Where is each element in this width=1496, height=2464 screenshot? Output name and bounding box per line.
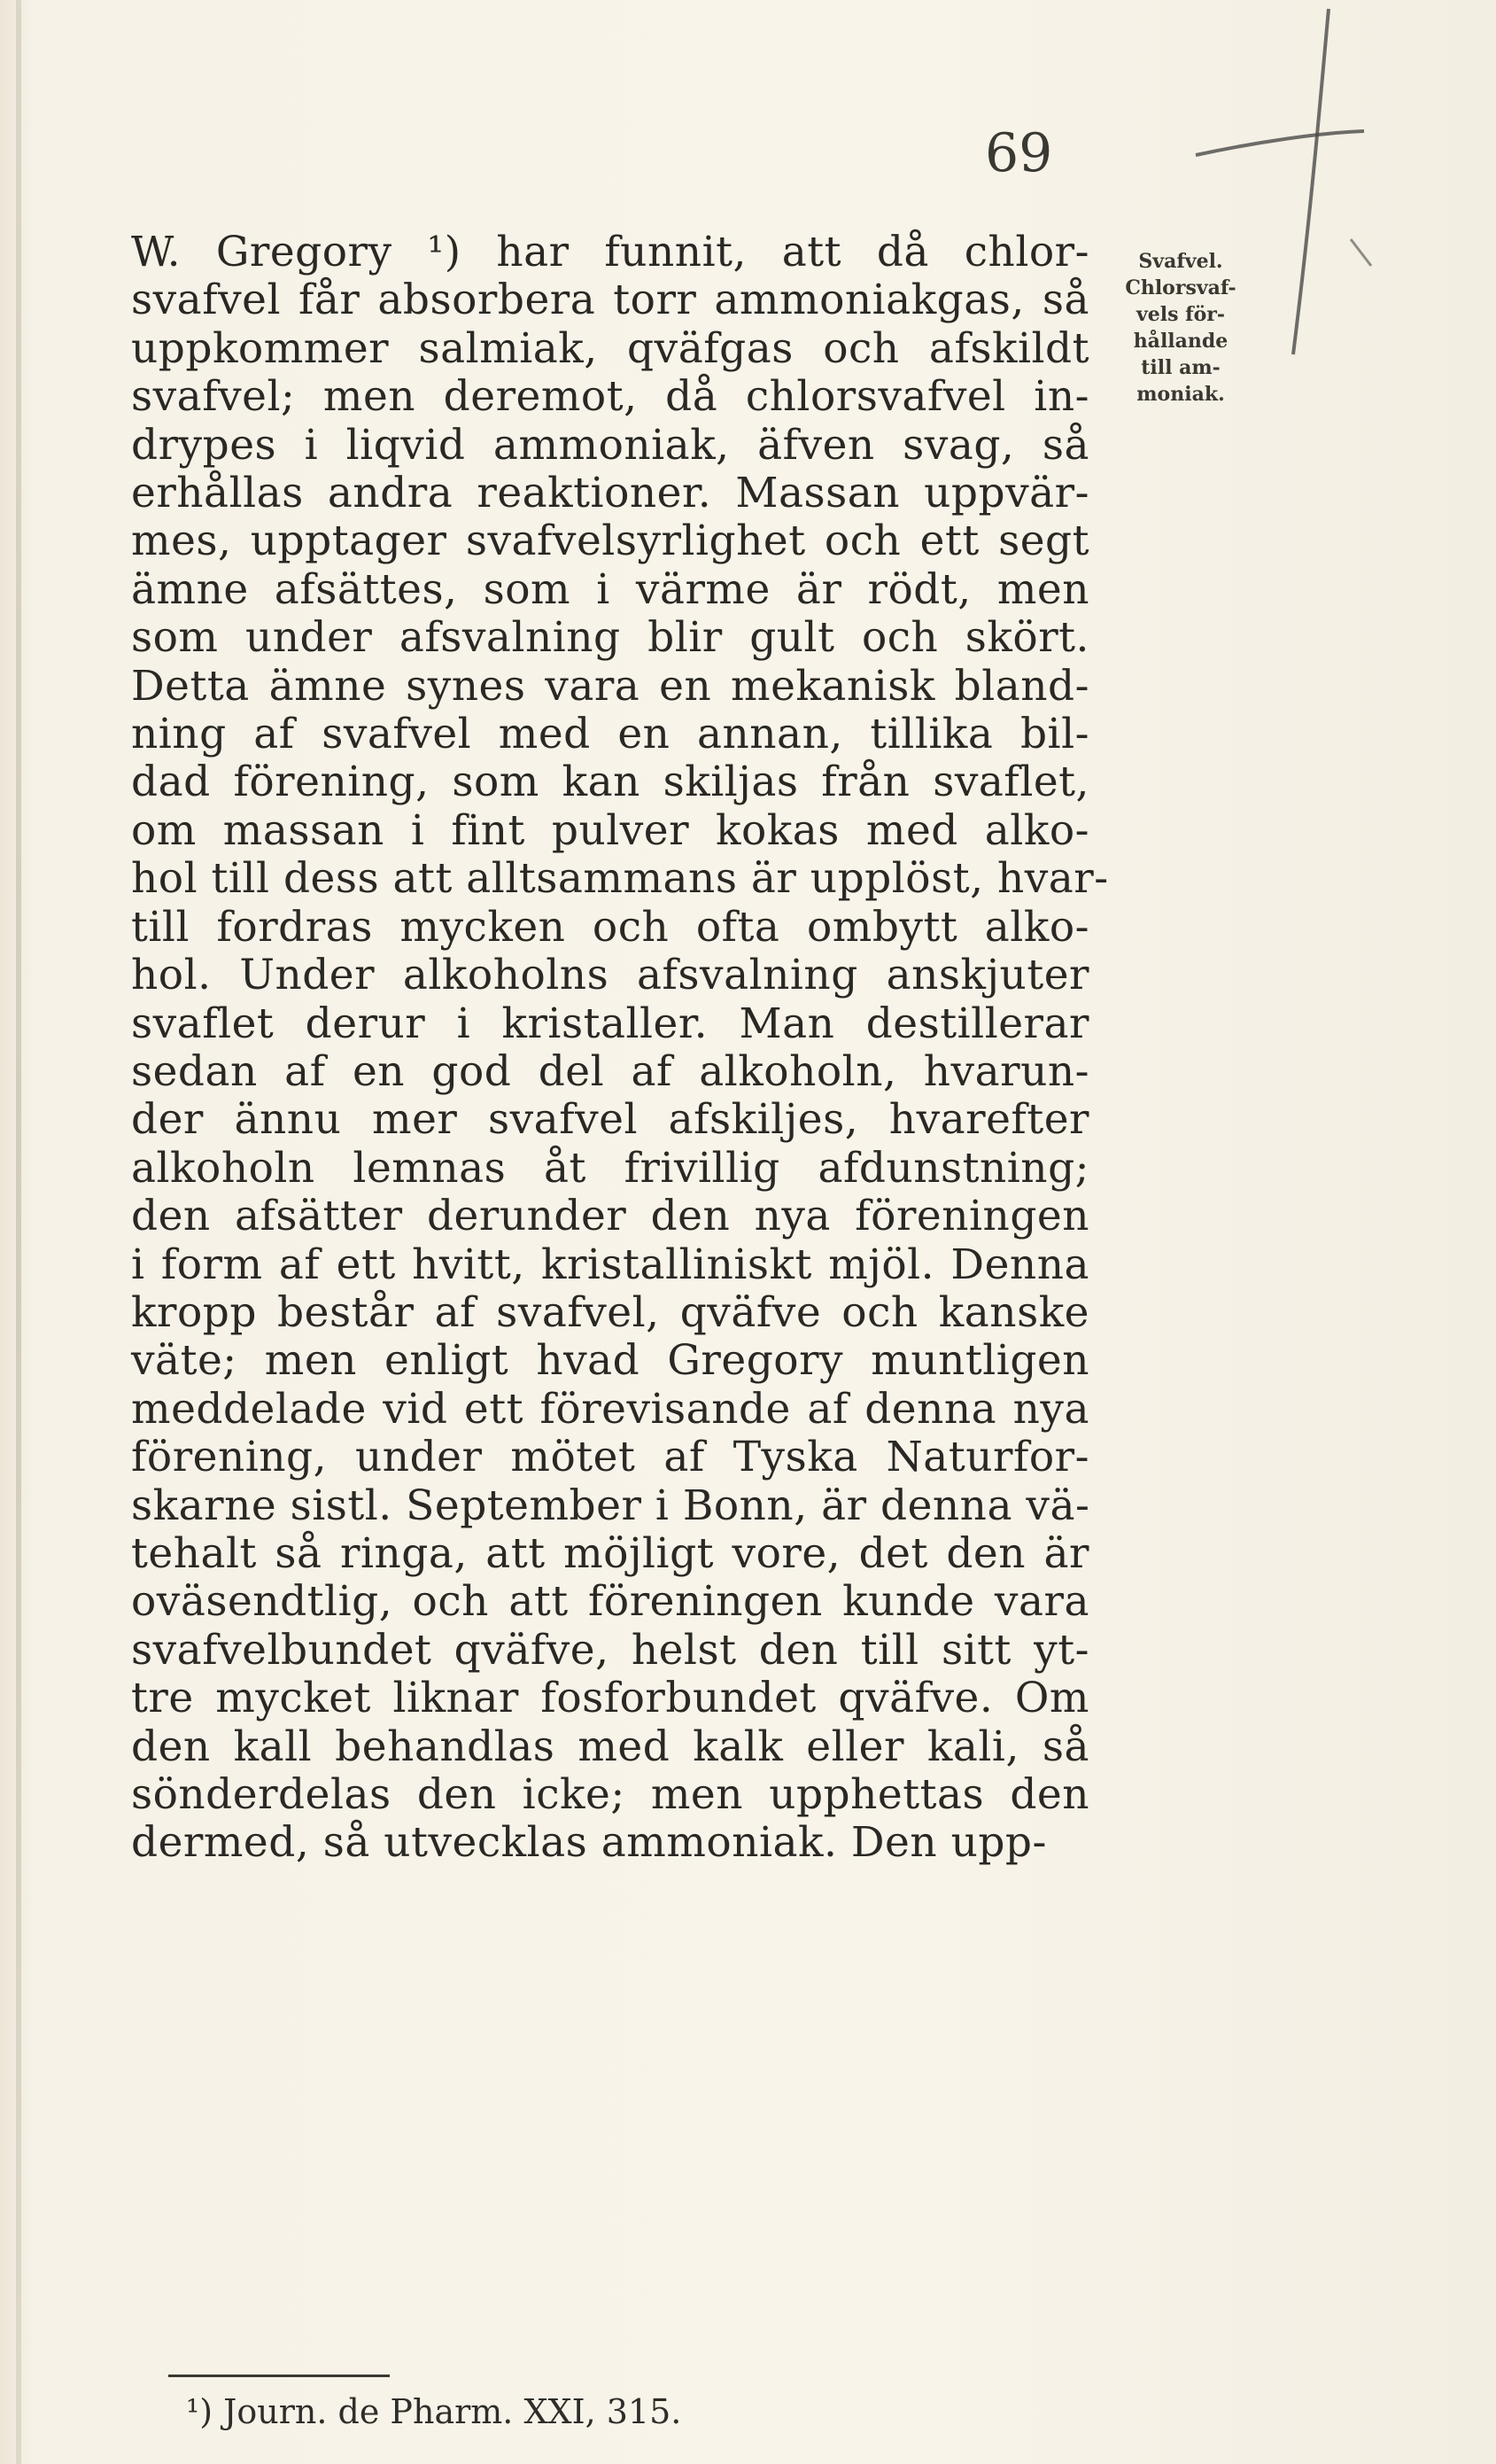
text-line: drypes i liqvid ammoniak, äfven svag, så bbox=[131, 420, 1089, 470]
text-line: ning af svafvel med en annan, tillika bil- bbox=[131, 710, 1089, 759]
text-line: W. Gregory ¹) har funnit, att då chlor- bbox=[131, 228, 1089, 276]
body-text bbox=[131, 228, 1109, 1868]
text-line: den kall behandlas med kalk eller kali, så bbox=[131, 1722, 1089, 1771]
footnote-rule bbox=[168, 2375, 390, 2377]
margin-note-line: hållande bbox=[1133, 330, 1229, 353]
text-line: tehalt så ringa, att möjligt vore, det den är bbox=[131, 1528, 1089, 1578]
text-line: hol till dess att alltsammans är upplöst, hvar- bbox=[131, 854, 1109, 904]
margin-note-line: till am- bbox=[1141, 356, 1221, 379]
text-line: der ännu mer svafvel afskiljes, hvarefter bbox=[131, 1095, 1089, 1145]
text-line: svafvel får absorbera torr ammoniakgas, så bbox=[131, 276, 1089, 325]
text-line: sedan af en god del af alkoholn, hvarun- bbox=[131, 1046, 1089, 1096]
text-line: hol. Under alkoholns afsvalning anskjuter bbox=[131, 951, 1089, 1000]
text-line: uppkommer salmiak, qväfgas och afskildt bbox=[131, 323, 1089, 373]
text-line: svafvelbundet qväfve, helst den till sitt yt- bbox=[131, 1625, 1089, 1675]
text-line: sönderdelas den icke; men upphettas den bbox=[131, 1770, 1089, 1819]
text-line: väte; men enligt hvad Gregory muntligen bbox=[131, 1336, 1089, 1386]
text-line: alkoholn lemnas åt frivillig afdunstning; bbox=[131, 1143, 1089, 1193]
text-line: ämne afsättes, som i värme är rödt, men bbox=[131, 564, 1089, 614]
text-line: Detta ämne synes vara en mekanisk bland- bbox=[131, 661, 1089, 711]
text-line: erhållas andra reaktioner. Massan uppvär- bbox=[131, 469, 1089, 518]
margin-note-line: Chlorsvaf- bbox=[1125, 276, 1236, 299]
page-number: 69 bbox=[985, 122, 1053, 184]
text-line: som under afsvalning blir gult och skört. bbox=[131, 613, 1089, 663]
text-line: dad förening, som kan skiljas från svaflet, bbox=[131, 758, 1089, 807]
margin-note bbox=[1105, 248, 1256, 408]
text-line: dermed, så utvecklas ammoniak. Den upp- bbox=[131, 1818, 1047, 1868]
margin-note-line: Svafvel. bbox=[1138, 250, 1223, 273]
text-line: tre mycket liknar fosforbundet qväfve. Om bbox=[131, 1674, 1089, 1723]
text-line: svaflet derur i kristaller. Man destillerar bbox=[131, 999, 1089, 1048]
footnote: ¹) Journ. de Pharm. XXI, 315. bbox=[186, 2392, 682, 2431]
text-line: till fordras mycken och ofta ombytt alko- bbox=[131, 902, 1089, 952]
text-line: oväsendtlig, och att föreningen kunde vara bbox=[131, 1577, 1089, 1627]
text-line: mes, upptager svafvelsyrlighet och ett segt bbox=[131, 517, 1089, 566]
margin-note-line: vels för- bbox=[1136, 303, 1226, 326]
text-line: skarne sistl. September i Bonn, är denna vä- bbox=[131, 1481, 1090, 1530]
text-line: om massan i fint pulver kokas med alko- bbox=[131, 805, 1089, 855]
margin-note-line: moniak. bbox=[1136, 383, 1225, 406]
text-line: förening, under mötet af Tyska Naturfor- bbox=[131, 1433, 1089, 1482]
text-line: i form af ett hvitt, kristalliniskt mjöl. Denna bbox=[131, 1240, 1089, 1289]
page-binding-edge bbox=[16, 0, 21, 2464]
text-line: meddelade vid ett förevisande af denna nya bbox=[131, 1384, 1089, 1434]
text-line: svafvel; men deremot, då chlorsvafvel in- bbox=[131, 372, 1089, 422]
text-line: den afsätter derunder den nya föreningen bbox=[131, 1192, 1089, 1241]
text-line: kropp består af svafvel, qväfve och kanske bbox=[131, 1287, 1089, 1337]
